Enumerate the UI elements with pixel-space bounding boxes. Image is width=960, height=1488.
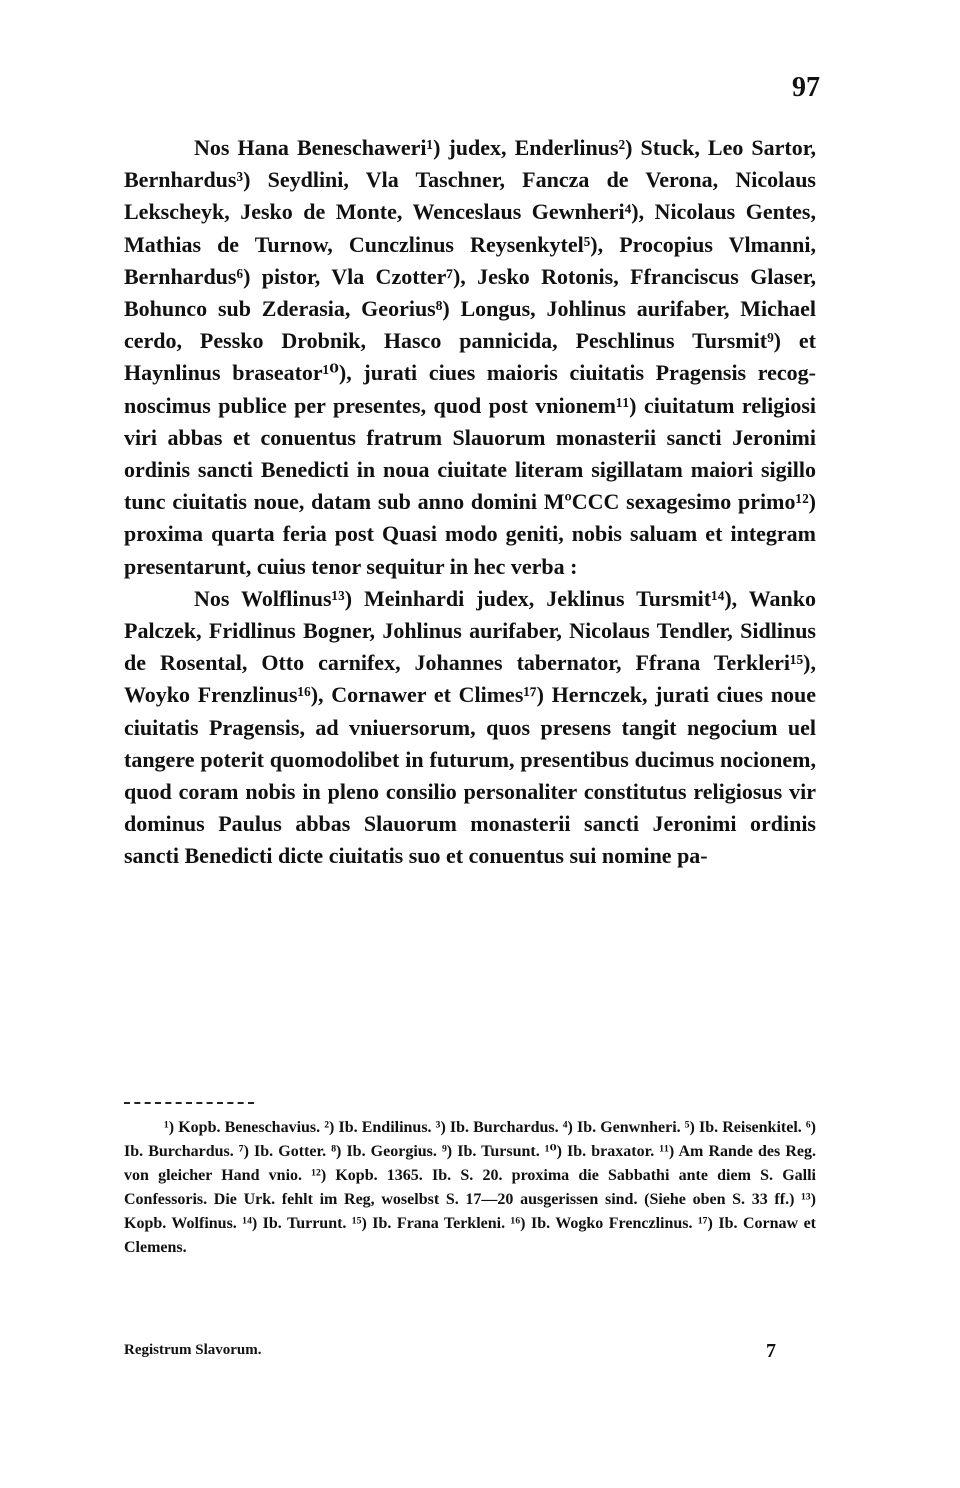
- footnote-text: ¹) Kopb. Beneschavius. ²) Ib. Endilinus. ³) Ib. Burchardus. ⁴) Ib. Genwnheri. ⁵) Ib. Reisenkitel. ⁶) Ib. Burchardus. ⁷) Ib. Gotter. ⁸) Ib. Georgius. ⁹) Ib. Tursunt. ¹⁰) Ib. braxator. ¹¹) Am Rande des Reg. von gleicher Hand vnio. ¹²) Kopb. 1365. Ib. S. 20. proxima die Sabbathi ante diem S. Galli Confessoris. Die Urk. fehlt im Reg, woselbst S. 17—20 ausgerissen sind. (Siehe oben S. 33 ff.) ¹³) Kopb. Wolfinus. ¹⁴) Ib. Turrunt. ¹⁵) Ib. Frana Terkleni. ¹⁶) Ib. Wogko Frenczlinus. ¹⁷) Ib. Cornaw et Clemens.: [124, 1119, 816, 1256]
- paragraph-1: Nos Hana Beneschaweri¹) judex, Enderlinus²) Stuck, Leo Sartor, Bernhardus³) Seydlini, Vla Taschner, Fancza de Verona, Nicolaus Lekscheyk, Jesko de Monte, Wenceslaus Gewnheri⁴), Nicolaus Gentes, Mathias de Turnow, Cunczlinus Reysenkytel⁵), Procopius Vlmanni, Bernhardus⁶) pistor, Vla Czotter⁷), Jesko Rotonis, Ffranciscus Glaser, Bohunco sub Zderasia, Georius⁸) Longus, Johlinus aurifaber, Michael cerdo, Pessko Drobnik, Hasco pannicida, Peschlinus Tursmit⁹) et Haynlinus braseator¹⁰), jurati ciues maioris ciuitatis Pragensis recognoscimus publice per presentes, quod post vnionem¹¹) ciuitatum religiosi viri abbas et conuentus fratrum Slauorum monasterii sancti Jeronimi ordinis sancti Benedicti in noua ciuitate literam sigillatam maiori sigillo tunc ciuitatis noue, datam sub anno domini MºCCC sexagesimo primo¹²) proxima quarta feria post Quasi modo geniti, nobis saluam et integram presentarunt, cuius tenor sequitur in hec verba :: [124, 135, 816, 579]
- footnotes: [124, 1116, 816, 1260]
- page-number: 97: [792, 72, 820, 103]
- signature-mark: 7: [766, 1340, 776, 1362]
- footer-title: Registrum Slavorum.: [124, 1342, 262, 1358]
- footnote-separator: [124, 1102, 254, 1104]
- main-text: [124, 132, 816, 873]
- paragraph-2: Nos Wolflinus¹³) Meinhardi judex, Jeklinus Tursmit¹⁴), Wanko Palczek, Fridlinus Bogner, Johlinus aurifaber, Nicolaus Tendler, Sidlinus de Rosental, Otto carnifex, Johannes tabernator, Ffrana Terkleri¹⁵), Woyko Frenzlinus¹⁶), Cornawer et Climes¹⁷) Hernczek, jurati ciues noue ciuitatis Pragensis, ad vniuersorum, quos presens tangit negocium uel tangere poterit quomodolibet in futurum, presentibus ducimus nocionem, quod coram nobis in pleno consilio personaliter constitutus religiosus vir dominus Paulus abbas Slauorum monasterii sancti Jeronimi ordinis sancti Benedicti dicte ciuitatis suo et conuentus sui nomine pa-: [124, 585, 816, 869]
